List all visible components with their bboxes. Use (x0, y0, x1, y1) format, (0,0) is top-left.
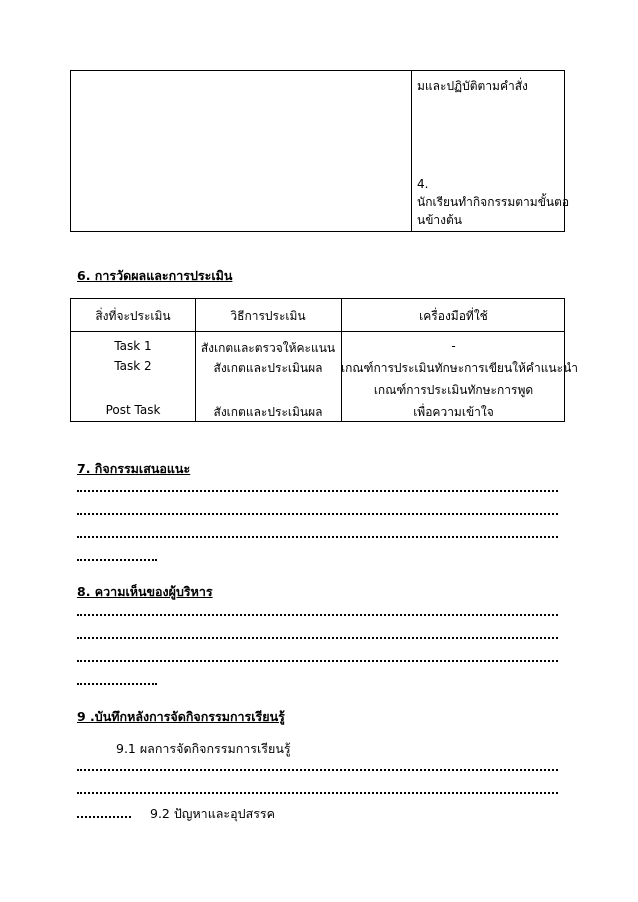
row-2-tool: เกณฑ์การประเมินทักษะการเขียนให้คำแนะนำ (341, 361, 579, 375)
row-4-method: สังเกตและประเมินผล (213, 405, 323, 419)
section-6-heading: 6. การวัดผลและการประเมิน (77, 268, 233, 283)
evaluation-table (70, 298, 579, 422)
header-what-to-evaluate: สิ่งที่จะประเมิน (95, 309, 171, 323)
row-2-method: สังเกตและประเมินผล (213, 361, 323, 375)
row-1-item: Task 1 (114, 339, 152, 353)
dotted-line (77, 610, 558, 616)
top-table-divider (411, 71, 412, 231)
dotted-line (77, 509, 558, 515)
row-1-method: สังเกตและตรวจให้คะแนน (200, 341, 336, 355)
dotted-line (77, 555, 157, 561)
dotted-line (77, 788, 558, 794)
row-4-tool: เพื่อความเข้าใจ (413, 405, 494, 419)
dotted-line (77, 656, 558, 662)
header-method: วิธีการประเมิน (230, 309, 306, 323)
dotted-line (77, 679, 157, 685)
section-9-heading: 9 .บันทึกหลังการจัดกิจกรรมการเรียนรู้ (77, 709, 285, 724)
top-table-line-4: นข้างต้น (417, 213, 462, 227)
dotted-line (77, 633, 558, 639)
row-3-tool: เกณฑ์การประเมินทักษะการพูด (373, 383, 534, 397)
top-table-line-1: มและปฏิบัติตามคำสั่ง (417, 79, 528, 93)
row-4-item: Post Task (105, 403, 161, 417)
dotted-line (77, 765, 558, 771)
evaluation-table-header-divider (71, 331, 564, 332)
top-table-line-2: 4. (417, 177, 429, 191)
dotted-line (77, 812, 131, 818)
top-table (70, 70, 570, 232)
row-2-item: Task 2 (114, 359, 152, 373)
section-9-2-label: 9.2 ปัญหาและอุปสรรค (150, 806, 275, 821)
row-1-tool: - (451, 339, 456, 353)
header-tools: เครื่องมือที่ใช้ (419, 309, 488, 323)
section-9-1-label: 9.1 ผลการจัดกิจกรรมการเรียนรู้ (116, 741, 291, 756)
section-7-heading: 7. กิจกรรมเสนอแนะ (77, 461, 191, 476)
dotted-line (77, 532, 558, 538)
dotted-line (77, 486, 558, 492)
section-8-heading: 8. ความเห็นของผู้บริหาร (77, 584, 213, 599)
top-table-line-3: นักเรียนทำกิจกรรมตามขั้นตอ (417, 195, 570, 209)
